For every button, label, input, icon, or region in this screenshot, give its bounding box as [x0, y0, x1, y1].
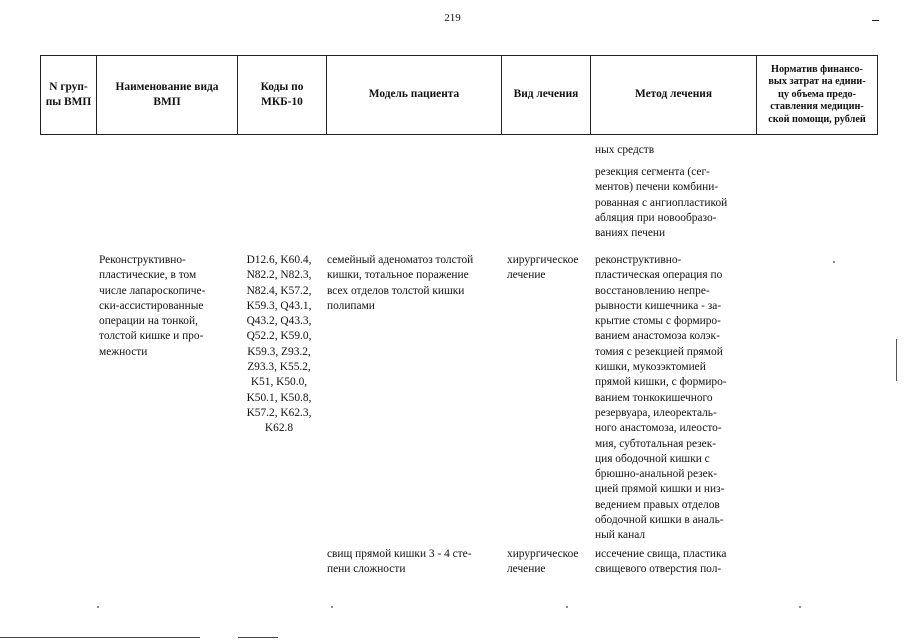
page-number: 219 [444, 12, 461, 24]
vmp-name-reconstructive: Реконструктивно- пластические, в том числе лапароскопиче- ски-ассистированные операции на тонкой, толстой кишке и про- межности [99, 254, 206, 358]
scan-speck [331, 606, 333, 608]
table-header [40, 55, 878, 135]
header-vmp-name: Наименование вида ВМП [115, 80, 219, 108]
scan-edge-line [0, 637, 200, 638]
scan-speck [566, 606, 568, 608]
scan-speck [97, 606, 99, 608]
method-continuation: ных средств [595, 144, 655, 156]
scan-edge-mark [896, 339, 897, 381]
corner-mark [872, 20, 879, 21]
treatment-type-surgical: хирургическое лечение [507, 254, 579, 282]
icd-codes-list: D12.6, K60.4, N82.2, N82.3, N82.4, K57.2, K59.3, Q43.1, Q43.2, Q43.3, Q52.2, K59.0, K59.3, Z93.2, Z93.3, K55.2, K51, K50.0, K50.1, K50.8, K57.2, K62.3, K62.8 [246, 254, 312, 435]
header-icd-codes: Коды по МКБ-10 [260, 80, 304, 108]
header-treatment-type: Вид лечения [513, 88, 579, 101]
patient-model-rectal-fistula: свищ прямой кишки 3 - 4 сте- пени сложности [327, 548, 472, 576]
scan-edge-line [238, 637, 278, 638]
header-treatment-method: Метод лечения [634, 88, 712, 101]
method-reconstructive-surgery: реконструктивно- пластическая операция по восстановлению непре- рывности кишечника - за- крытие стомы с формиро- ванием анастомоза колэк- томия с резекцией прямой кишки, мукозэктомией прямой кишки, с формиро- ванием тонкокишечного резервуара, илеоректаль- ного анастомоза, илеосто- мия, субтотальная резек- ция ободочной кишки с брюшно-анальной резек- цией прямой кишки и низ- ведением правых отделов ободочной кишки в аналь- ный канал [595, 254, 727, 542]
header-cost-standard: Норматив финансо- вых затрат на едини- цу объема предо- ставления медицин- ской помощи, рублей [768, 63, 866, 125]
scan-speck [799, 606, 801, 608]
patient-model-adenomatosis: семейный аденоматоз толстой кишки, тотальное поражение всех отделов толстой кишки полипами [327, 254, 474, 312]
header-patient-model: Модель пациента [368, 88, 460, 101]
treatment-type-surgical: хирургическое лечение [507, 548, 579, 576]
method-fistula-excision: иссечение свища, пластика свищевого отверстия пол- [595, 548, 727, 576]
scan-speck [833, 261, 835, 263]
method-liver-resection: резекция сегмента (сег- ментов) печени комбини- рованная с ангиопластикой абляция при новообразо- ваниях печени [595, 166, 728, 240]
header-group-number: N груп- пы ВМП [45, 80, 92, 108]
